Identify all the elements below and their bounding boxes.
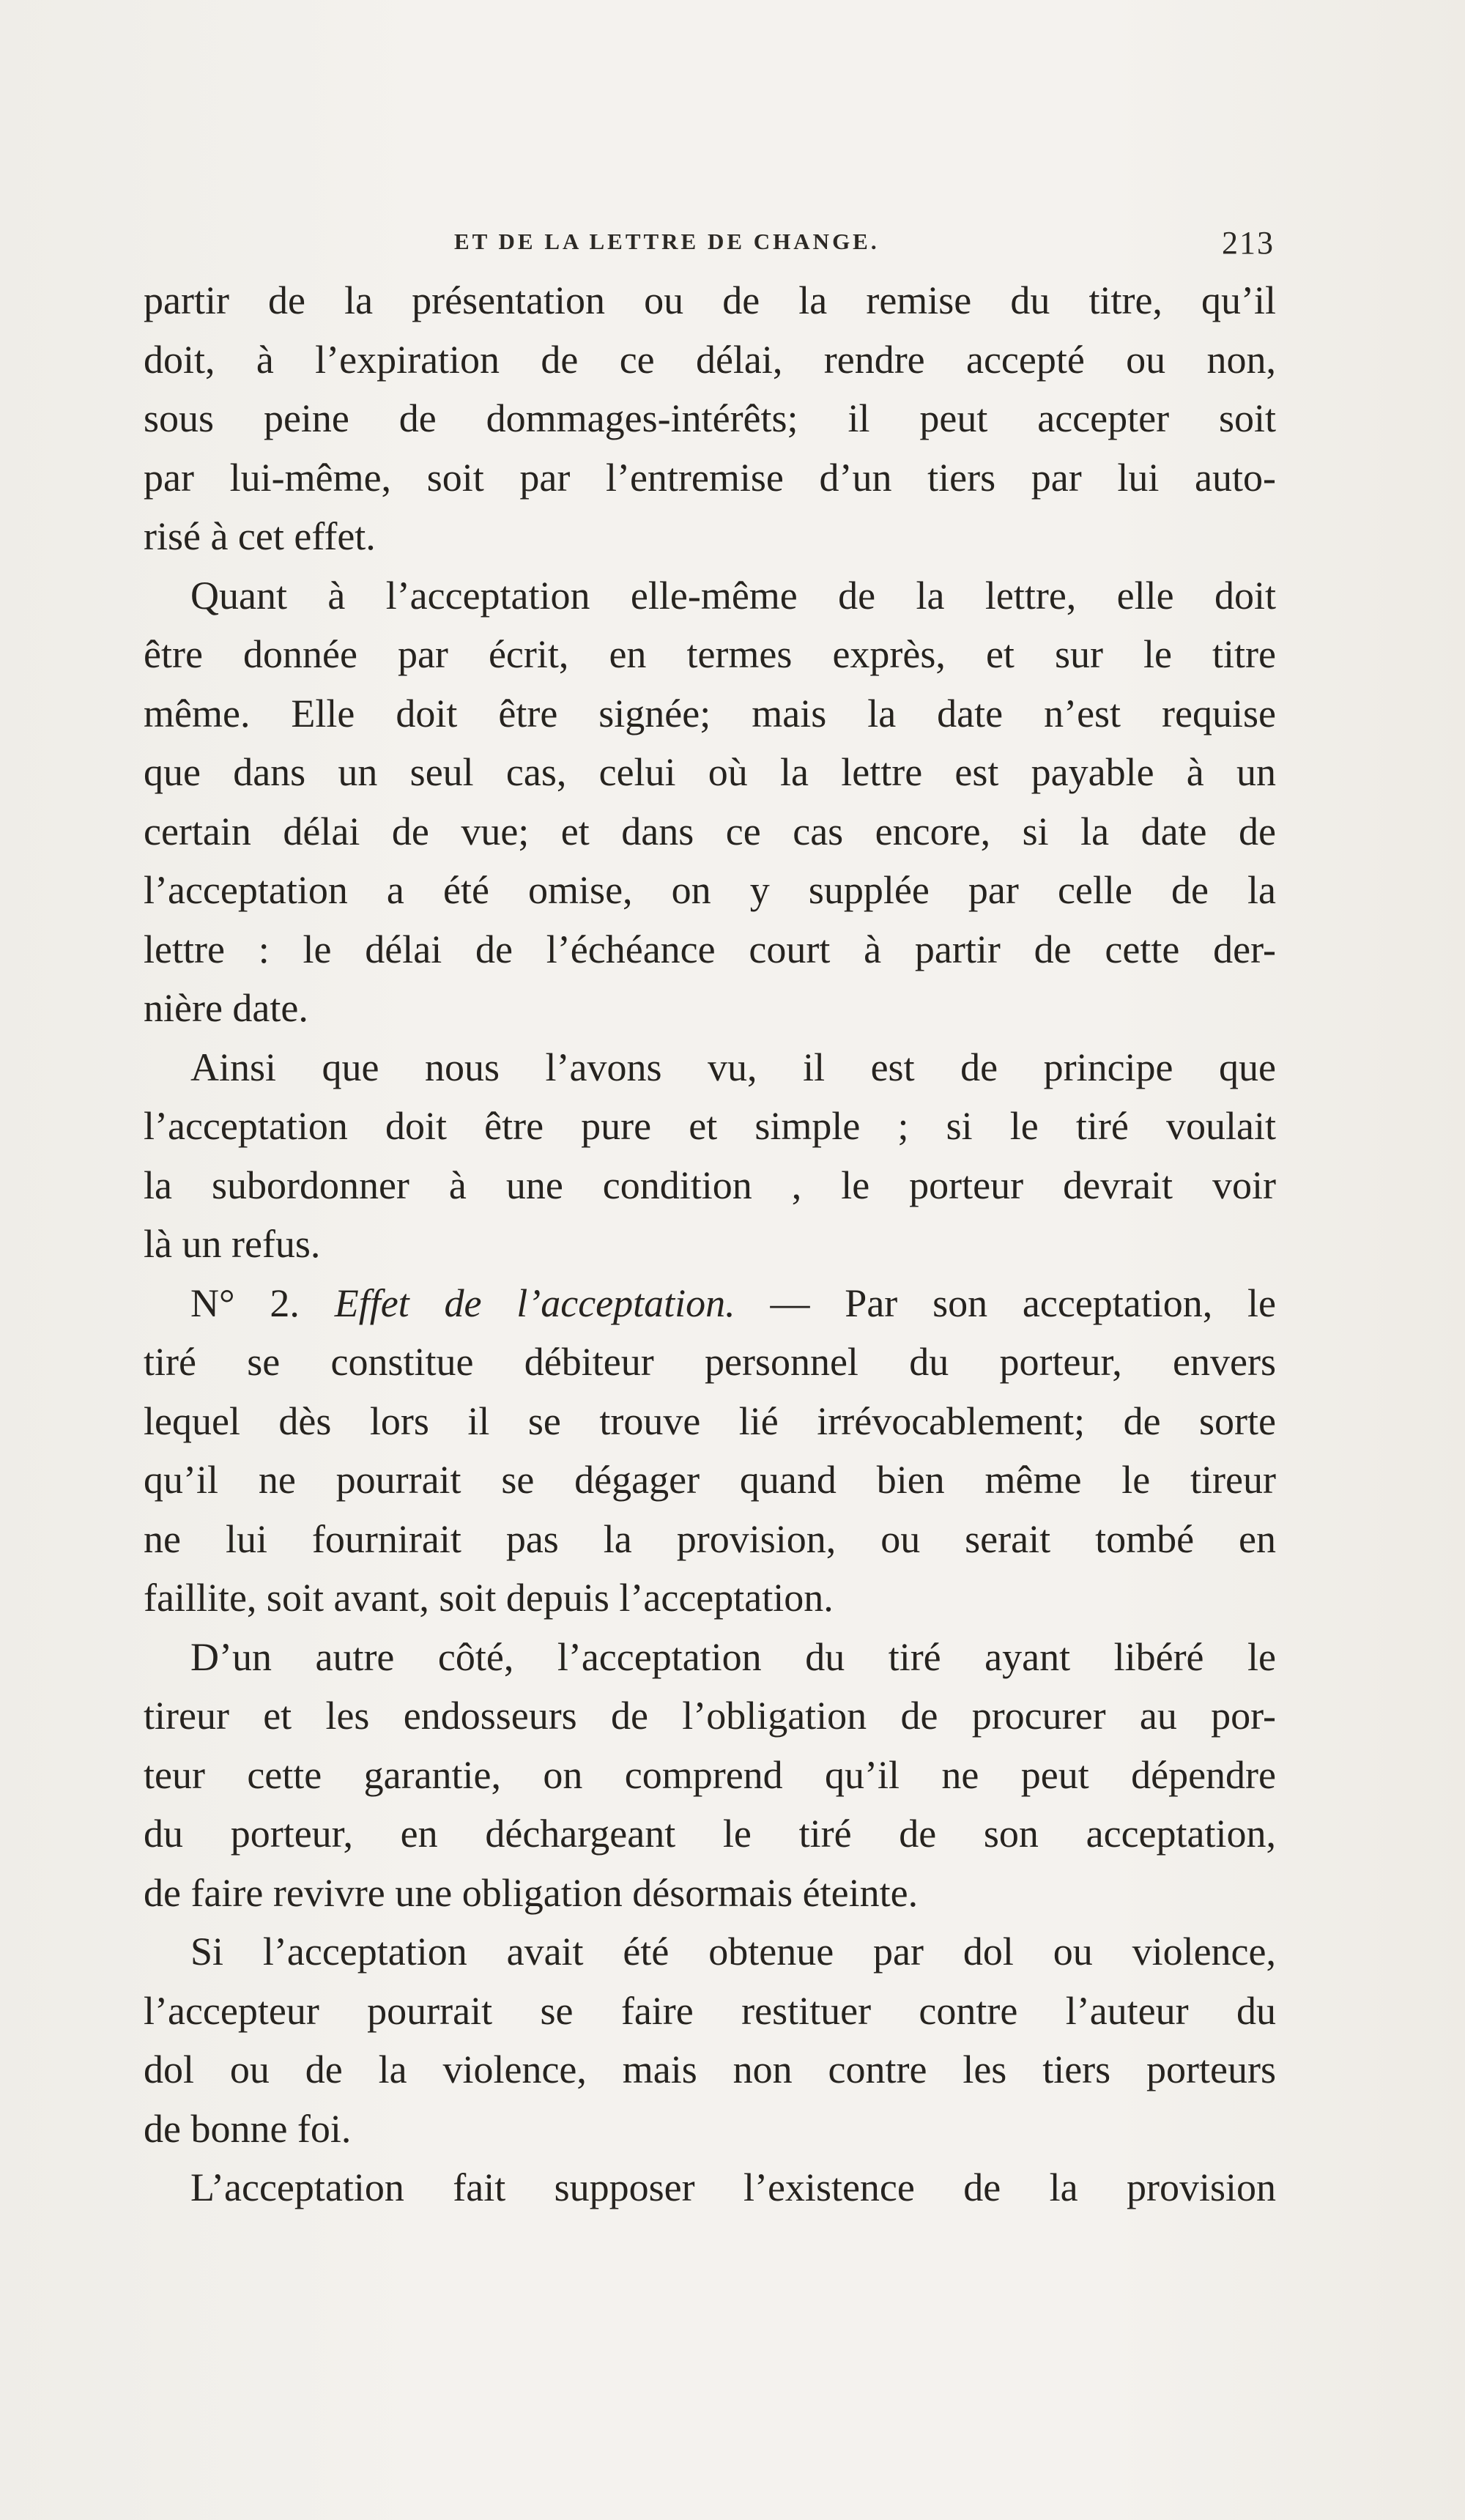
text-line: teur cette garantie, on comprend qu’il ne peut dépendre (144, 1752, 1276, 1797)
section-text: — Par son acceptation, le (770, 1281, 1277, 1325)
body-text (144, 271, 1276, 2217)
text-line: tiré se constitue débiteur personnel du porteur, envers (144, 1340, 1276, 1384)
text-line: D’un autre côté, l’acceptation du tiré ayant libéré le (190, 1634, 1276, 1679)
text-line: lequel dès lors il se trouve lié irrévocablement; de sorte (144, 1398, 1276, 1443)
text-line: dol ou de la violence, mais non contre les tiers porteurs (144, 2048, 1276, 2091)
section-number: N° 2. (190, 1281, 300, 1325)
text-line: l’acceptation a été omise, on y supplée par celle de la (144, 868, 1276, 912)
text-line: nière date. (144, 986, 308, 1030)
text-line: tireur et les endosseurs de l’obligation de procurer au por- (144, 1694, 1276, 1738)
text-line: L’acceptation fait supposer l’existence de la provision (190, 2165, 1276, 2209)
running-title: ET DE LA LETTRE DE CHANGE. (454, 229, 880, 254)
text-line: Si l’acceptation avait été obtenue par dol ou violence, (190, 1930, 1276, 1974)
text-line: risé à cet effet. (144, 514, 376, 558)
page-number: 213 (1222, 225, 1275, 261)
text-line: doit, à l’expiration de ce délai, rendre accepté ou non, (144, 337, 1276, 382)
text-line: ne lui fournirait pas la provision, ou serait tombé en (144, 1516, 1276, 1561)
section-heading-line (144, 1274, 1276, 1333)
text-line: certain délai de vue; et dans ce cas encore, si la date de (144, 809, 1276, 853)
text-line: la subordonner à une condition , le porteur devrait voir (144, 1163, 1276, 1207)
text-line: de faire revivre une obligation désormais éteinte. (144, 1870, 919, 1915)
text-line: lettre : le délai de l’échéance court à partir de cette der- (144, 927, 1276, 971)
text-line: sous peine de dommages-intérêts; il peut accepter soit (144, 396, 1276, 440)
section-title: Effet de l’acceptation. (334, 1281, 735, 1325)
text-line: qu’il ne pourrait se dégager quand bien même le tireur (144, 1458, 1276, 1502)
text-line: l’acceptation doit être pure et simple ; si le tiré voulait (144, 1104, 1276, 1148)
text-line: faillite, soit avant, soit depuis l’acceptation. (144, 1576, 834, 1620)
text-line: l’accepteur pourrait se faire restituer contre l’auteur du (144, 1988, 1276, 2033)
text-line: que dans un seul cas, celui où la lettre est payable à un (144, 750, 1276, 794)
text-line: Ainsi que nous l’avons vu, il est de principe que (190, 1045, 1276, 1089)
text-line: être donnée par écrit, en termes exprès, et sur le titre (144, 632, 1276, 676)
page-header (454, 225, 1275, 265)
text-line: par lui-même, soit par l’entremise d’un tiers par lui auto- (144, 455, 1276, 500)
text-line: là un refus. (144, 1222, 321, 1266)
text-line: de bonne foi. (144, 2106, 352, 2151)
text-line: même. Elle doit être signée; mais la date n’est requise (144, 691, 1276, 735)
text-line: partir de la présentation ou de la remise du titre, qu’il (144, 278, 1276, 322)
text-line: du porteur, en déchargeant le tiré de son acceptation, (144, 1812, 1276, 1856)
text-line: Quant à l’acceptation elle-même de la lettre, elle doit (190, 573, 1276, 618)
